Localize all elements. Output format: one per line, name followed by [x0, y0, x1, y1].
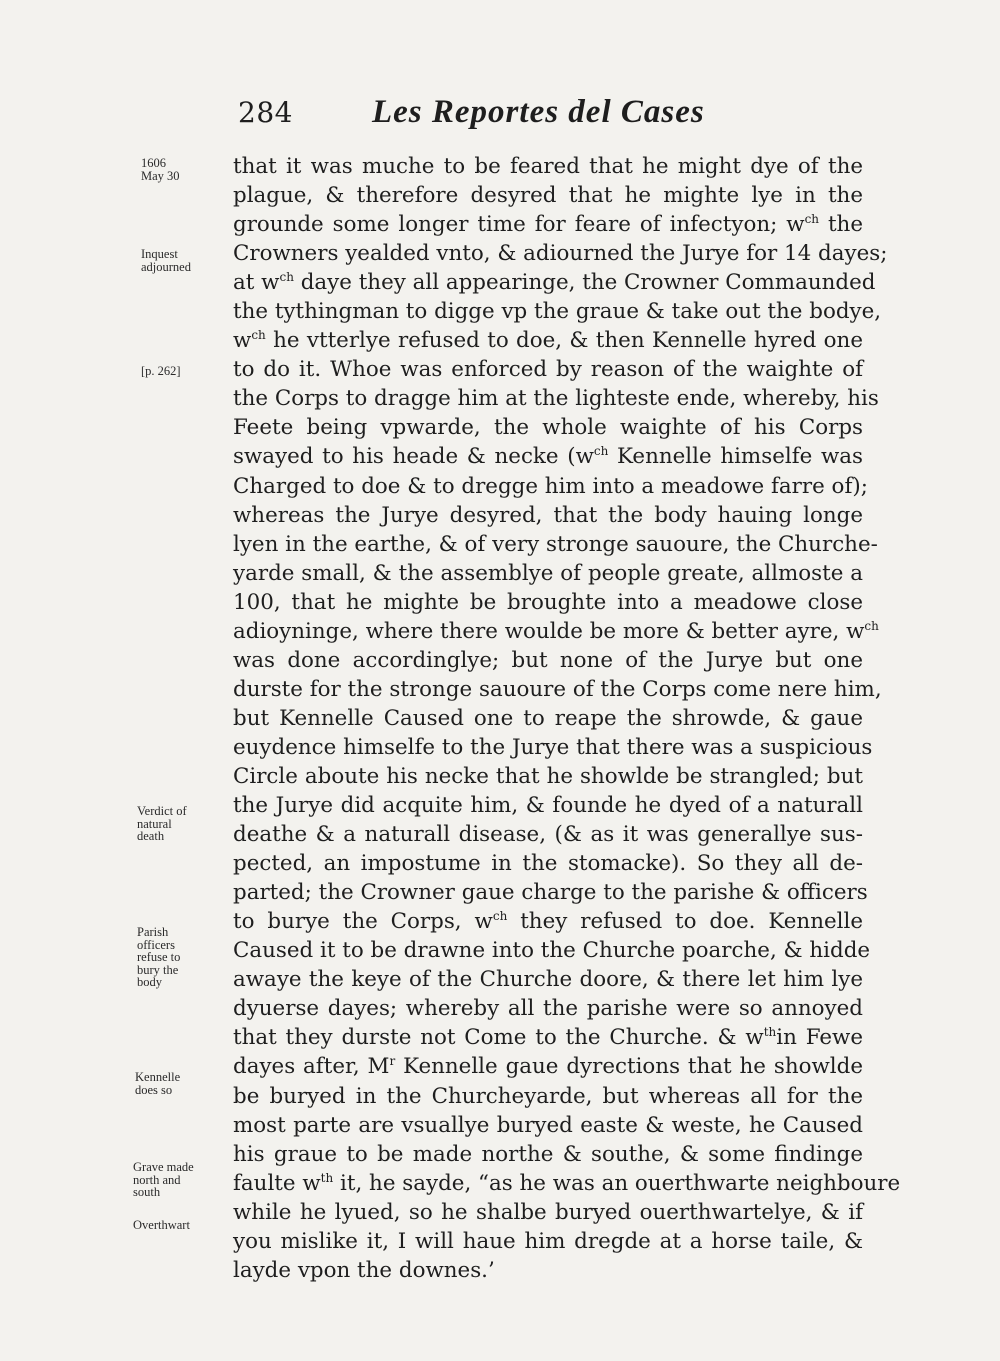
superscript-abbrev: ch	[864, 618, 879, 633]
margin-note-grave: Grave made north and south	[133, 1160, 194, 1199]
superscript-abbrev: ch	[804, 212, 820, 227]
text-line: adioyninge, where there woulde be more & better ayre, w$^{ch}$	[233, 618, 879, 644]
text-line: parted; the Crowner gaue charge to the parishe & officers	[233, 880, 868, 906]
text-line: most parte are vsuallye buryed easte & weste, he Caused	[233, 1112, 863, 1138]
text-line: Crowners yealded vnto, & adiourned the Jurye for 14 dayes;	[233, 241, 888, 267]
text-line: to do it. Whoe was enforced by reason of the waighte of	[233, 357, 863, 383]
margin-note-date: 1606 May 30	[141, 156, 180, 183]
text-line: swayed to his heade & necke (w$^{ch}$ Kennelle himselfe was	[233, 444, 863, 470]
margin-note-parish-officers: Parish officers refuse to bury the body	[137, 925, 181, 989]
text-line: you mislike it, I will haue him dregde at a horse taile, &	[233, 1228, 863, 1254]
text-line: yarde small, & the assemblye of people greate, allmoste a	[233, 560, 863, 586]
page-number: 284	[238, 96, 293, 129]
text-line: faulte w$^{th}$ it, he sayde, “as he was an ouerthwarte neighboure	[233, 1170, 901, 1196]
text-line: deathe & a naturall disease, (& as it was generallye sus-	[233, 822, 863, 848]
text-line: Circle aboute his necke that he showlde be strangled; but	[233, 763, 863, 789]
superscript-abbrev: ch	[492, 909, 508, 924]
margin-note-overthwart: Overthwart	[133, 1218, 190, 1232]
text-line: at w$^{ch}$ daye they all appearinge, the Crowner Commaunded	[233, 270, 876, 296]
superscript-abbrev: ch	[279, 270, 294, 285]
text-line: layde vpon the downes.’	[233, 1257, 495, 1283]
text-line: dayes after, M$^r$ Kennelle gaue dyrections that he showlde	[233, 1054, 863, 1080]
text-line: but Kennelle Caused one to reape the shrowde, & gaue	[233, 705, 863, 731]
margin-note-inquest-adjourned: Inquest adjourned	[141, 247, 191, 274]
text-line: be buryed in the Churcheyarde, but whereas all for the	[233, 1083, 863, 1109]
text-line: durste for the stronge sauoure of the Corps come nere him,	[233, 676, 882, 702]
text-line: euydence himselfe to the Jurye that there was a suspicious	[233, 734, 873, 760]
body-text	[233, 152, 901, 1285]
superscript-abbrev: th	[763, 1025, 777, 1040]
text-line: dyuerse dayes; whereby all the parishe were so annoyed	[233, 996, 863, 1022]
text-line: plague, & therefore desyred that he mighte lye in the	[233, 183, 863, 209]
text-line: Feete being vpwarde, the whole waighte of his Corps	[233, 415, 863, 441]
text-line: the Jurye did acquite him, & founde he dyed of a naturall	[233, 793, 863, 819]
margin-note-kennelle: Kennelle does so	[135, 1070, 181, 1097]
text-line: to burye the Corps, w$^{ch}$ they refused to doe. Kennelle	[233, 909, 863, 935]
text-line: whereas the Jurye desyred, that the body hauing longe	[233, 502, 863, 528]
text-line: grounde some longer time for feare of infectyon; w$^{ch}$ the	[233, 212, 863, 238]
superscript-abbrev: r	[389, 1054, 396, 1069]
running-title: Les Reportes del Cases	[372, 94, 705, 130]
text-line: lyen in the earthe, & of very stronge sauoure, the Churche-	[233, 531, 878, 557]
text-line: Charged to doe & to dregge him into a meadowe farre of);	[233, 473, 868, 499]
margin-note-verdict: Verdict of natural death	[137, 804, 187, 843]
text-line: awaye the keye of the Churche doore, & there let him lye	[233, 967, 863, 993]
text-line: the Corps to dragge him at the lighteste ende, whereby, his	[233, 386, 879, 412]
superscript-abbrev: ch	[593, 444, 609, 459]
text-line: that they durste not Come to the Churche. & w$^{th}$in Fewe	[233, 1025, 863, 1051]
text-line: pected, an impostume in the stomacke). So they all de-	[233, 851, 863, 877]
text-line: 100, that he mighte be broughte into a meadowe close	[233, 589, 863, 615]
text-line: Caused it to be drawne into the Churche poarche, & hidde	[233, 938, 871, 964]
text-line: the tythingman to digge vp the graue & take out the bodye,	[233, 299, 882, 325]
text-line: while he lyued, so he shalbe buryed ouerthwartelye, & if	[233, 1199, 863, 1225]
superscript-abbrev: th	[320, 1170, 334, 1185]
text-line: that it was muche to be feared that he might dye of the	[233, 154, 863, 179]
text-line: was done accordinglye; but none of the Jurye but one	[233, 647, 863, 673]
text-line: his graue to be made northe & southe, & some findinge	[233, 1141, 863, 1167]
margin-note-page-ref: [p. 262]	[141, 364, 181, 378]
superscript-abbrev: ch	[251, 328, 266, 343]
text-line: w$^{ch}$ he vtterlye refused to doe, & then Kennelle hyred one	[233, 328, 863, 354]
